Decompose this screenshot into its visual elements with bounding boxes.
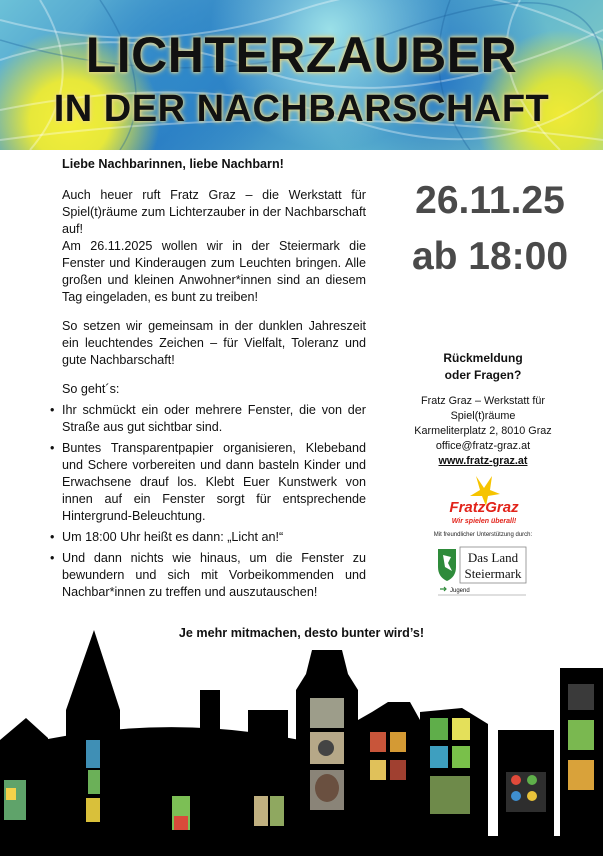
fratz-logo-text: FratzGraz [449,499,519,516]
greeting: Liebe Nachbarinnen, liebe Nachbarn! [62,157,284,171]
title-line-1: LICHTERZAUBER [85,27,518,83]
list-item: • Ihr schmückt ein oder mehrere Fenster, die von der Straße aus gut sichtbar sind. [62,402,366,436]
support-label: Mit freundlicher Unterstützung durch: [433,532,533,538]
date-paragraph: Am 26.11.2025 wollen wir in der Steiermark die Fenster und Kinderaugen zum Leuchten bringen. Alle großen und kleinen Anwohner*innen sind an diesem Tag eingeladen, es bunt zu treiben! [62,239,366,304]
land-text-2: Steiermark [464,566,522,581]
email-link[interactable]: office@fratz-graz.at [435,440,531,452]
land-sub: Jugend [450,588,470,594]
purpose-paragraph: So setzen wir gemeinsam in der dunklen Jahreszeit ein leuchtendes Zeichen – für Vielfalt, Toleranz und gute Nachbarschaft! [62,319,366,367]
fratz-slogan: Wir spielen überall! [451,518,517,525]
intro-paragraph: Auch heuer ruft Fratz Graz – die Werkstatt für Spiel(t)räume zum Lichterzauber in der Nachbarschaft auf! [62,188,366,236]
land-text-1: Das Land [467,550,519,565]
letter-column [62,156,366,605]
question-line-2: oder Fragen? [444,368,522,382]
org-line-1: Fratz Graz – Werkstatt für [421,395,545,407]
website-link[interactable]: www.fratz-graz.at [438,455,528,467]
contact-question [398,350,568,384]
howto-heading: So geht´s: [62,382,120,396]
event-time: ab 18:00 [411,235,569,278]
event-date: 26.11.25 [415,179,565,222]
list-item: • Und dann nichts wie hinaus, um die Fenster zu bewundern und sich mit Vorbeikommenden und Nachbar*innen zu treffen und auszutauschen! [62,550,366,601]
fratz-graz-logo [436,474,532,526]
title-line-2: IN DER NACHBARSCHAFT [53,88,550,130]
motto: Je mehr mitmachen, desto bunter wird’s! [178,626,425,640]
list-item: • Um 18:00 Uhr heißt es dann: „Licht an!“ [62,529,366,546]
city-skyline-illustration [0,620,603,856]
org-line-2: Spiel(t)räume [450,410,516,422]
header-banner [0,0,603,150]
list-item: • Buntes Transparentpapier organisieren, Klebeband und Schere vorbereiten und dann basteln Kinder und Erwachsene drauf los. Klebt Euer Kunstwerk von innen auf ein Fenster sorgt für entsprechende Hintergrund-Beleuchtung. [62,440,366,525]
address: Karmeliterplatz 2, 8010 Graz [414,425,552,437]
land-steiermark-logo [436,545,528,597]
contact-block [398,350,568,469]
arrow-right-icon [440,587,446,591]
question-line-1: Rückmeldung [443,351,523,365]
